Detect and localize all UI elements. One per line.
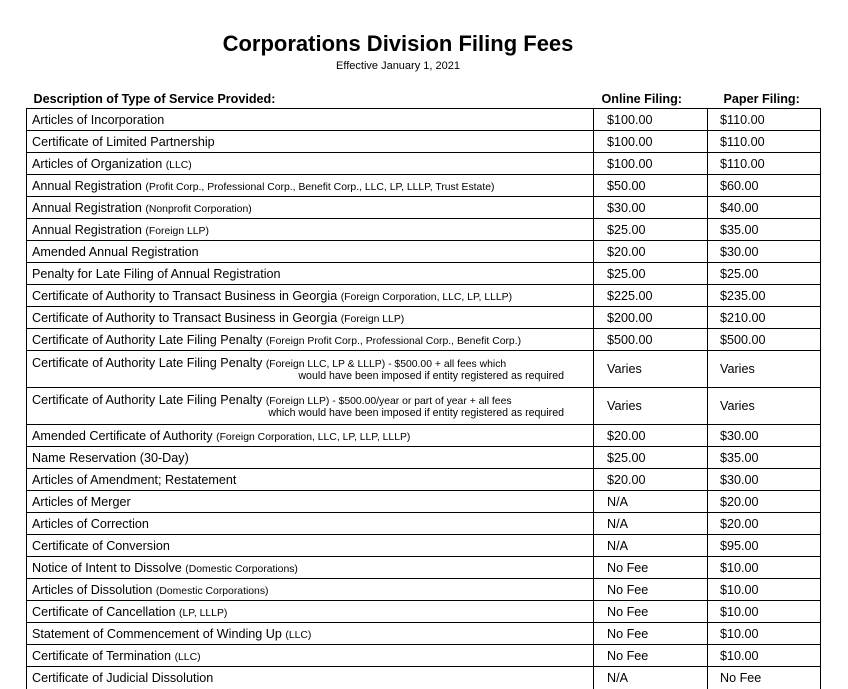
service-name: Statement of Commencement of Winding Up bbox=[32, 626, 282, 641]
paper-fee: $40.00 bbox=[708, 197, 821, 219]
paper-fee: $60.00 bbox=[708, 175, 821, 197]
online-fee: $100.00 bbox=[594, 109, 708, 131]
paper-fee: $95.00 bbox=[708, 535, 821, 557]
table-row bbox=[27, 667, 821, 689]
online-fee: $20.00 bbox=[594, 425, 708, 447]
service-note: (Domestic Corporations) bbox=[185, 563, 298, 575]
service-name: Annual Registration bbox=[32, 222, 142, 237]
table-row bbox=[27, 601, 821, 623]
online-fee: $25.00 bbox=[594, 263, 708, 285]
service-note: (Profit Corp., Professional Corp., Benefit Corp., LLC, LP, LLLP, Trust Estate) bbox=[145, 181, 495, 193]
service-note-continued: would have been imposed if entity registered as required bbox=[298, 370, 564, 382]
service-description bbox=[27, 351, 594, 388]
online-fee: $20.00 bbox=[594, 469, 708, 491]
service-description bbox=[27, 425, 594, 447]
service-description bbox=[27, 219, 594, 241]
service-note: (Foreign LLC, LP & LLLP) - $500.00 + all fees which bbox=[265, 359, 507, 370]
service-description bbox=[27, 285, 594, 307]
service-note: (Foreign Profit Corp., Professional Corp., Benefit Corp.) bbox=[265, 335, 522, 347]
online-fee: $50.00 bbox=[594, 175, 708, 197]
paper-fee: $110.00 bbox=[708, 153, 821, 175]
service-name: Articles of Dissolution bbox=[32, 582, 153, 597]
service-description bbox=[27, 535, 594, 557]
service-line bbox=[32, 245, 593, 259]
paper-fee: $110.00 bbox=[708, 131, 821, 153]
service-description bbox=[27, 447, 594, 469]
service-name: Certificate of Authority to Transact Business in Georgia bbox=[32, 288, 338, 303]
service-note: (Nonprofit Corporation) bbox=[145, 203, 252, 215]
service-line bbox=[32, 393, 593, 407]
service-description bbox=[27, 513, 594, 535]
service-line bbox=[32, 605, 593, 619]
service-line bbox=[32, 473, 593, 487]
online-fee: No Fee bbox=[594, 645, 708, 667]
service-name: Annual Registration bbox=[32, 200, 142, 215]
table-row bbox=[27, 153, 821, 175]
service-note: (LLC) bbox=[165, 159, 192, 171]
service-description bbox=[27, 263, 594, 285]
service-line bbox=[32, 289, 593, 303]
service-name: Certificate of Termination bbox=[32, 648, 172, 663]
effective-date: Effective January 1, 2021 bbox=[336, 60, 460, 72]
online-fee: $100.00 bbox=[594, 153, 708, 175]
fee-table bbox=[26, 86, 821, 689]
service-line bbox=[32, 267, 593, 281]
service-line bbox=[32, 583, 593, 597]
service-note: (Foreign Corporation, LLC, LP, LLP, LLLP) bbox=[216, 431, 411, 443]
table-row bbox=[27, 197, 821, 219]
service-note: (Foreign LLP) - $500.00/year or part of year + all fees bbox=[265, 396, 512, 407]
service-name: Penalty for Late Filing of Annual Registration bbox=[32, 266, 281, 281]
table-row bbox=[27, 645, 821, 667]
online-fee: No Fee bbox=[594, 579, 708, 601]
service-description bbox=[27, 579, 594, 601]
service-description bbox=[27, 601, 594, 623]
table-row bbox=[27, 469, 821, 491]
table-row bbox=[27, 513, 821, 535]
service-name: Amended Annual Registration bbox=[32, 244, 199, 259]
service-line bbox=[32, 201, 593, 215]
service-name: Annual Registration bbox=[32, 178, 142, 193]
paper-fee: $30.00 bbox=[708, 469, 821, 491]
service-description bbox=[27, 491, 594, 513]
paper-fee: $500.00 bbox=[708, 329, 821, 351]
table-row bbox=[27, 263, 821, 285]
table-row bbox=[27, 131, 821, 153]
service-description bbox=[27, 623, 594, 645]
table-row bbox=[27, 579, 821, 601]
service-description bbox=[27, 329, 594, 351]
fee-table-body bbox=[27, 109, 821, 689]
online-fee: Varies bbox=[594, 388, 708, 425]
table-row bbox=[27, 623, 821, 645]
paper-fee: $10.00 bbox=[708, 557, 821, 579]
service-line bbox=[32, 333, 593, 347]
table-row bbox=[27, 175, 821, 197]
paper-fee: $10.00 bbox=[708, 579, 821, 601]
paper-fee: $110.00 bbox=[708, 109, 821, 131]
column-header-paper: Paper Filing: bbox=[723, 92, 800, 106]
table-row bbox=[27, 285, 821, 307]
online-fee: $20.00 bbox=[594, 241, 708, 263]
service-description bbox=[27, 197, 594, 219]
service-note-continued: which would have been imposed if entity registered as required bbox=[268, 407, 564, 419]
paper-fee: $20.00 bbox=[708, 513, 821, 535]
service-name: Certificate of Authority Late Filing Penalty bbox=[32, 356, 263, 370]
service-line bbox=[32, 429, 593, 443]
service-line bbox=[32, 627, 593, 641]
paper-fee: Varies bbox=[708, 388, 821, 425]
service-note: (Foreign Corporation, LLC, LP, LLLP) bbox=[340, 291, 513, 303]
service-line bbox=[32, 539, 593, 553]
service-description bbox=[27, 469, 594, 491]
service-name: Amended Certificate of Authority bbox=[32, 428, 213, 443]
service-name: Articles of Amendment; Restatement bbox=[32, 472, 237, 487]
service-description bbox=[27, 667, 594, 689]
paper-fee: $30.00 bbox=[708, 241, 821, 263]
service-name: Articles of Correction bbox=[32, 516, 149, 531]
table-row bbox=[27, 491, 821, 513]
service-description bbox=[27, 241, 594, 263]
paper-fee: $235.00 bbox=[708, 285, 821, 307]
service-line bbox=[32, 649, 593, 663]
service-line bbox=[32, 561, 593, 575]
table-row bbox=[27, 351, 821, 388]
service-name: Certificate of Authority Late Filing Penalty bbox=[32, 393, 263, 407]
online-fee: N/A bbox=[594, 667, 708, 689]
paper-fee: No Fee bbox=[708, 667, 821, 689]
service-description bbox=[27, 153, 594, 175]
online-fee: $25.00 bbox=[594, 219, 708, 241]
page-title: Corporations Division Filing Fees bbox=[222, 31, 574, 56]
service-line bbox=[32, 179, 593, 193]
column-header-online: Online Filing: bbox=[601, 92, 682, 106]
paper-fee: $35.00 bbox=[708, 447, 821, 469]
online-fee: No Fee bbox=[594, 623, 708, 645]
paper-fee: $10.00 bbox=[708, 601, 821, 623]
service-line bbox=[32, 671, 593, 685]
paper-fee: $210.00 bbox=[708, 307, 821, 329]
online-fee: $100.00 bbox=[594, 131, 708, 153]
service-line bbox=[32, 223, 593, 237]
service-name: Certificate of Judicial Dissolution bbox=[32, 670, 214, 685]
online-fee: $500.00 bbox=[594, 329, 708, 351]
paper-fee: $10.00 bbox=[708, 623, 821, 645]
online-fee: N/A bbox=[594, 513, 708, 535]
table-row bbox=[27, 535, 821, 557]
service-name: Certificate of Conversion bbox=[32, 538, 170, 553]
service-note: (Foreign LLP) bbox=[340, 313, 405, 325]
service-name: Notice of Intent to Dissolve bbox=[32, 560, 182, 575]
paper-fee: Varies bbox=[708, 351, 821, 388]
online-fee: No Fee bbox=[594, 601, 708, 623]
paper-fee: $35.00 bbox=[708, 219, 821, 241]
online-fee: N/A bbox=[594, 535, 708, 557]
table-row bbox=[27, 241, 821, 263]
column-header-description: Description of Type of Service Provided: bbox=[33, 92, 276, 106]
table-row bbox=[27, 447, 821, 469]
service-description bbox=[27, 109, 594, 131]
table-row bbox=[27, 388, 821, 425]
table-row bbox=[27, 329, 821, 351]
table-row bbox=[27, 307, 821, 329]
service-line bbox=[32, 356, 593, 370]
online-fee: $200.00 bbox=[594, 307, 708, 329]
service-line bbox=[32, 311, 593, 325]
service-description bbox=[27, 388, 594, 425]
service-description bbox=[27, 131, 594, 153]
online-fee: $30.00 bbox=[594, 197, 708, 219]
paper-fee: $25.00 bbox=[708, 263, 821, 285]
table-header-row bbox=[27, 86, 821, 109]
online-fee: No Fee bbox=[594, 557, 708, 579]
service-name: Certificate of Authority to Transact Business in Georgia bbox=[32, 310, 338, 325]
service-note: (LLC) bbox=[174, 651, 201, 663]
service-line bbox=[32, 157, 593, 171]
paper-fee: $30.00 bbox=[708, 425, 821, 447]
service-description bbox=[27, 175, 594, 197]
service-name: Name Reservation (30-Day) bbox=[32, 450, 189, 465]
table-row bbox=[27, 425, 821, 447]
service-line bbox=[32, 451, 593, 465]
service-line bbox=[32, 135, 593, 149]
service-line bbox=[32, 495, 593, 509]
service-description bbox=[27, 557, 594, 579]
paper-fee: $10.00 bbox=[708, 645, 821, 667]
service-note: (Domestic Corporations) bbox=[155, 585, 269, 597]
online-fee: $25.00 bbox=[594, 447, 708, 469]
service-name: Certificate of Limited Partnership bbox=[32, 134, 215, 149]
service-name: Articles of Incorporation bbox=[32, 112, 165, 127]
table-row bbox=[27, 219, 821, 241]
table-row bbox=[27, 109, 821, 131]
online-fee: Varies bbox=[594, 351, 708, 388]
service-line bbox=[32, 517, 593, 531]
online-fee: $225.00 bbox=[594, 285, 708, 307]
service-name: Articles of Merger bbox=[32, 494, 131, 509]
service-name: Certificate of Authority Late Filing Penalty bbox=[32, 332, 263, 347]
service-note: (LP, LLLP) bbox=[179, 607, 228, 619]
paper-fee: $20.00 bbox=[708, 491, 821, 513]
table-row bbox=[27, 557, 821, 579]
service-line bbox=[32, 113, 593, 127]
service-description bbox=[27, 645, 594, 667]
service-name: Articles of Organization bbox=[32, 156, 163, 171]
service-note: (LLC) bbox=[285, 629, 312, 641]
service-note: (Foreign LLP) bbox=[145, 225, 209, 237]
service-name: Certificate of Cancellation bbox=[32, 604, 176, 619]
online-fee: N/A bbox=[594, 491, 708, 513]
service-description bbox=[27, 307, 594, 329]
